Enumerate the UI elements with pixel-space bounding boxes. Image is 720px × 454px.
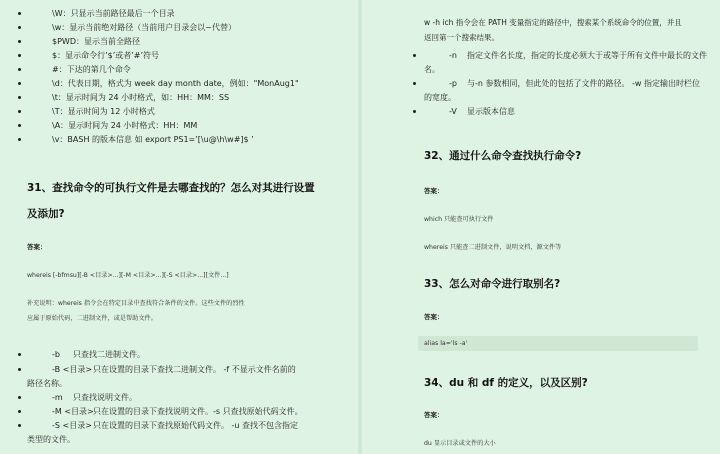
supplement-line: 补充说明：whereis 指令会在特定目录中查找符合条件的文件。这些文件的烈性 <box>27 300 245 307</box>
option-text: 只在设置的目录下查找说明文件。-s 只查找原始代码文件。 <box>93 407 303 416</box>
option-text: 的宽度。 <box>424 93 456 102</box>
list-item-text: $PWD：显示当前全路径 <box>52 37 140 46</box>
question-33-title: 33、怎么对命令进行取别名? <box>424 278 561 290</box>
question-31-title-cont: 及添加? <box>27 208 65 220</box>
list-item-text: \W：只显示当前路径最后一个目录 <box>52 9 175 18</box>
bullet-icon <box>18 424 21 427</box>
option-flag: -n <box>449 51 457 60</box>
bullet-icon <box>18 26 21 29</box>
answer-label: 答案： <box>27 243 47 251</box>
bullet-icon <box>18 353 21 356</box>
q32-answer-line: whereis 只能查二进制文件，说明文档，源文件等 <box>424 244 562 251</box>
list-item-text: #：下达的第几个命令 <box>52 65 131 74</box>
option-text: 名。 <box>424 65 440 74</box>
option-text: 只在设置的目录下查找二进制文件。 -f 不显示文件名前的 <box>93 365 296 374</box>
option-text: 只查找二进制文件。 <box>73 350 145 359</box>
list-item-text: \v：BASH 的版本信息 如 export PS1=’[\u@\h\w#]$ ’ <box>52 135 254 144</box>
bullet-icon <box>18 54 21 57</box>
option-flag: -b <box>52 350 60 359</box>
list-item-text: \t：显示时间为 24 小时格式，如：HH：MM：SS <box>52 93 230 102</box>
bullet-icon <box>18 40 21 43</box>
which-description: w -h ich 指令会在 PATH 变量指定的路径中，搜索某个系统命令的位置，并且 <box>424 18 682 27</box>
right-column <box>362 0 720 454</box>
answer-label: 答案： <box>424 411 444 419</box>
code-block <box>418 336 698 351</box>
left-column <box>0 0 358 454</box>
option-flag: -M <目录> <box>52 407 94 416</box>
answer-label: 答案： <box>424 313 444 321</box>
option-flag: -m <box>52 393 63 402</box>
answer-label: 答案： <box>424 187 444 195</box>
option-text: 显示版本信息 <box>467 107 515 116</box>
question-31-title: 31、查找命令的可执行文件是去哪查找的？怎么对其进行设置 <box>27 182 315 194</box>
bullet-icon <box>18 396 21 399</box>
bullet-icon <box>413 110 416 113</box>
list-item-text: \T：显示时间为 12 小时格式 <box>52 107 155 116</box>
option-text: 只在设置的目录下查找原始代码文件。 -u 查找不包含指定 <box>93 421 299 430</box>
alias-code: alias la='ls -a' <box>424 340 468 347</box>
option-text: 指定文件名长度，指定的长度必须大于或等于所有文件中最长的文件 <box>467 51 707 60</box>
bullet-icon <box>18 12 21 15</box>
option-text: 与-n 参数相同，但此处的包括了文件的路径。 -w 指定输出时栏位 <box>467 79 701 88</box>
option-text: 只查找说明文件。 <box>73 393 137 402</box>
list-item-text: \A：显示时间为 24 小时格式：HH：MM <box>52 121 198 130</box>
list-item-text: \d：代表日期，格式为 week day month date，例如："MonAug1" <box>52 79 299 88</box>
question-32-title: 32、通过什么命令查找执行命令? <box>424 150 582 162</box>
bullet-icon <box>413 82 416 85</box>
option-text: 类型的文件。 <box>27 435 75 444</box>
list-item-text: $：显示命令行’$’或者’#’符号 <box>52 51 160 60</box>
q32-answer-line: which 只能查可执行文件 <box>424 216 494 223</box>
bullet-icon <box>18 82 21 85</box>
option-flag: -p <box>449 79 457 88</box>
bullet-icon <box>18 124 21 127</box>
bullet-icon <box>18 110 21 113</box>
which-description-cont: 返回第一个搜索结果。 <box>424 33 499 42</box>
option-flag: -B <目录> <box>52 365 93 374</box>
bullet-icon <box>18 96 21 99</box>
list-item-text: \w：显示当前绝对路径（当前用户目录会以~代替） <box>52 23 236 32</box>
option-text: 路径名称。 <box>27 379 67 388</box>
bullet-icon <box>18 138 21 141</box>
option-flag: -V <box>449 107 457 116</box>
bullet-icon <box>18 68 21 71</box>
q34-answer-line: du 显示目录或文件的大小 <box>424 440 496 447</box>
bullet-icon <box>413 54 416 57</box>
option-flag: -S <目录> <box>52 421 92 430</box>
bullet-icon <box>18 410 21 413</box>
supplement-line: 应属于原始代码，二进制文件，或是帮助文件。 <box>27 315 157 322</box>
bullet-icon <box>18 368 21 371</box>
whereis-syntax: whereis [-bfmsu][-B <目录>...][-M <目录>...][-S <目录>...][文件...] <box>27 272 229 279</box>
question-34-title: 34、du 和 df 的定义，以及区别? <box>424 377 588 389</box>
